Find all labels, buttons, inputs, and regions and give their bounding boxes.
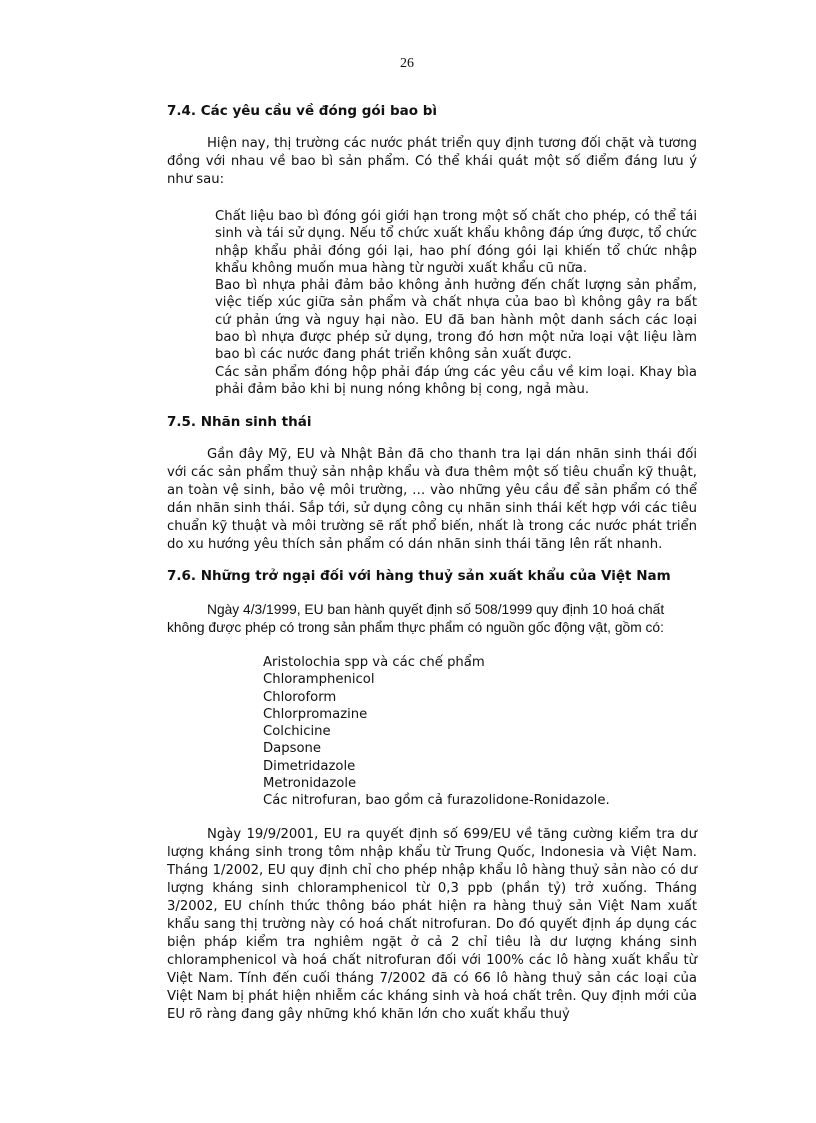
decision-paragraph: Ngày 4/3/1999, EU ban hành quyết định số 508/1999 quy định 10 hoá chất không được phép có trong sản phẩm thực phẩm có nguồn gốc động vật, gồm có: xyxy=(167,602,665,635)
section-7-4-heading: 7.4. Các yêu cầu về đóng gói bao bì xyxy=(167,103,438,119)
chemical-item: Colchicine xyxy=(263,724,331,740)
page-number: 26 xyxy=(400,56,414,71)
chemical-item: Chloramphenicol xyxy=(263,672,375,688)
section-7-4-intro-text: Hiện nay, thị trường các nước phát triển quy định tương đối chặt và tương đồng với nhau về bao bì sản phẩm. Có thể khái quát một số điểm đáng lưu ý như sau: xyxy=(167,136,697,187)
eco-label-paragraph: Gần đây Mỹ, EU và Nhật Bản đã cho thanh tra lại dán nhãn sinh thái đối với các sản phẩm thuỷ sản nhập khẩu và đưa thêm một số tiêu chuẩn kỹ thuật, an toàn vệ sinh, bảo vệ môi trường, … vào những yêu cầu để sản phẩm có thể dán nhãn sinh thái. Sắp tới, sử dụng công cụ nhãn sinh thái kết hợp với các tiêu chuẩn kỹ thuật và môi trường sẽ rất phổ biến, nhất là trong các nước phát triển do xu hướng yêu thích sản phẩm có dán nhãn sinh thái tăng lên rất nhanh. xyxy=(167,447,697,552)
eu-inspection-paragraph: Ngày 19/9/2001, EU ra quyết định số 699/EU về tăng cường kiểm tra dư lượng kháng sinh trong tôm nhập khẩu từ Trung Quốc, Indonesia và Việt Nam. Tháng 1/2002, EU quy định chỉ cho phép nhập khẩu lô hàng thuỷ sản nào có dư lượng kháng sinh chloramphenicol từ 0,3 ppb (phần tỷ) trở xuống. Tháng 3/2002, EU chính thức thông báo phát hiện ra hàng thuỷ sản Việt Nam xuất khẩu sang thị trường này có hoá chất nitrofuran. Do đó quyết định áp dụng các biện pháp kiểm tra nghiêm ngặt ở cả 2 chỉ tiêu là dư lượng kháng sinh chloramphenicol và hoá chất nitrofuran đối với 100% các lô hàng xuất khẩu từ Việt Nam. Tính đến cuối tháng 7/2002 đã có 66 lô hàng thuỷ sản các loại của Việt Nam bị phát hiện nhiễm các kháng sinh và hoá chất trên. Quy định mới của EU rõ ràng đang gây những khó khăn lớn cho xuất khẩu thuỷ xyxy=(167,827,697,1022)
chemical-item: Metronidazole xyxy=(263,776,357,792)
section-7-6-decision xyxy=(167,601,697,637)
chemical-item: Chloroform xyxy=(263,689,337,705)
chemical-item: Dapsone xyxy=(263,741,322,757)
section-7-5-body xyxy=(167,446,697,554)
section-7-6-heading: 7.6. Những trở ngại đối với hàng thuỷ sản xuất khẩu của Việt Nam xyxy=(167,568,671,584)
banned-chemicals-list xyxy=(263,654,610,810)
packaging-point-1: Chất liệu bao bì đóng gói giới hạn trong một số chất cho phép, có thể tái sinh và tái sử dụng. Nếu tổ chức xuất khẩu không đáp ứng được, tổ chức nhập khẩu phải đóng gói lại, hao phí đóng gói lại khiến tổ chức nhập khẩu không muốn mua hàng từ người xuất khẩu cũ nữa. xyxy=(215,209,697,276)
packaging-point-3: Các sản phẩm đóng hộp phải đáp ứng các yêu cầu về kim loại. Khay bìa phải đảm bảo khi bị nung nóng không bị cong, ngả màu. xyxy=(215,364,697,397)
section-7-5-heading: 7.5. Nhãn sinh thái xyxy=(167,414,312,430)
chemical-item: Dimetridazole xyxy=(263,758,356,774)
section-7-4-intro xyxy=(167,135,697,189)
packaging-point-2: Bao bì nhựa phải đảm bảo không ảnh hưởng đến chất lượng sản phẩm, việc tiếp xúc giữa sản phẩm và chất nhựa của bao bì không gây ra bất cứ phản ứng và nguy hại nào. EU đã ban hành một danh sách các loại bao bì nhựa được phép sử dụng, trong đó hơn một nửa loại vật liệu làm bao bì các nước đang phát triển không sản xuất được. xyxy=(215,278,697,363)
chemical-item: Chlorpromazine xyxy=(263,706,368,722)
section-7-6-closing xyxy=(167,826,697,1024)
chemical-item: Các nitrofuran, bao gồm cả furazolidone-Ronidazole. xyxy=(263,793,610,809)
packaging-requirements-block xyxy=(215,208,697,398)
chemical-item: Aristolochia spp và các chế phẩm xyxy=(263,655,485,670)
